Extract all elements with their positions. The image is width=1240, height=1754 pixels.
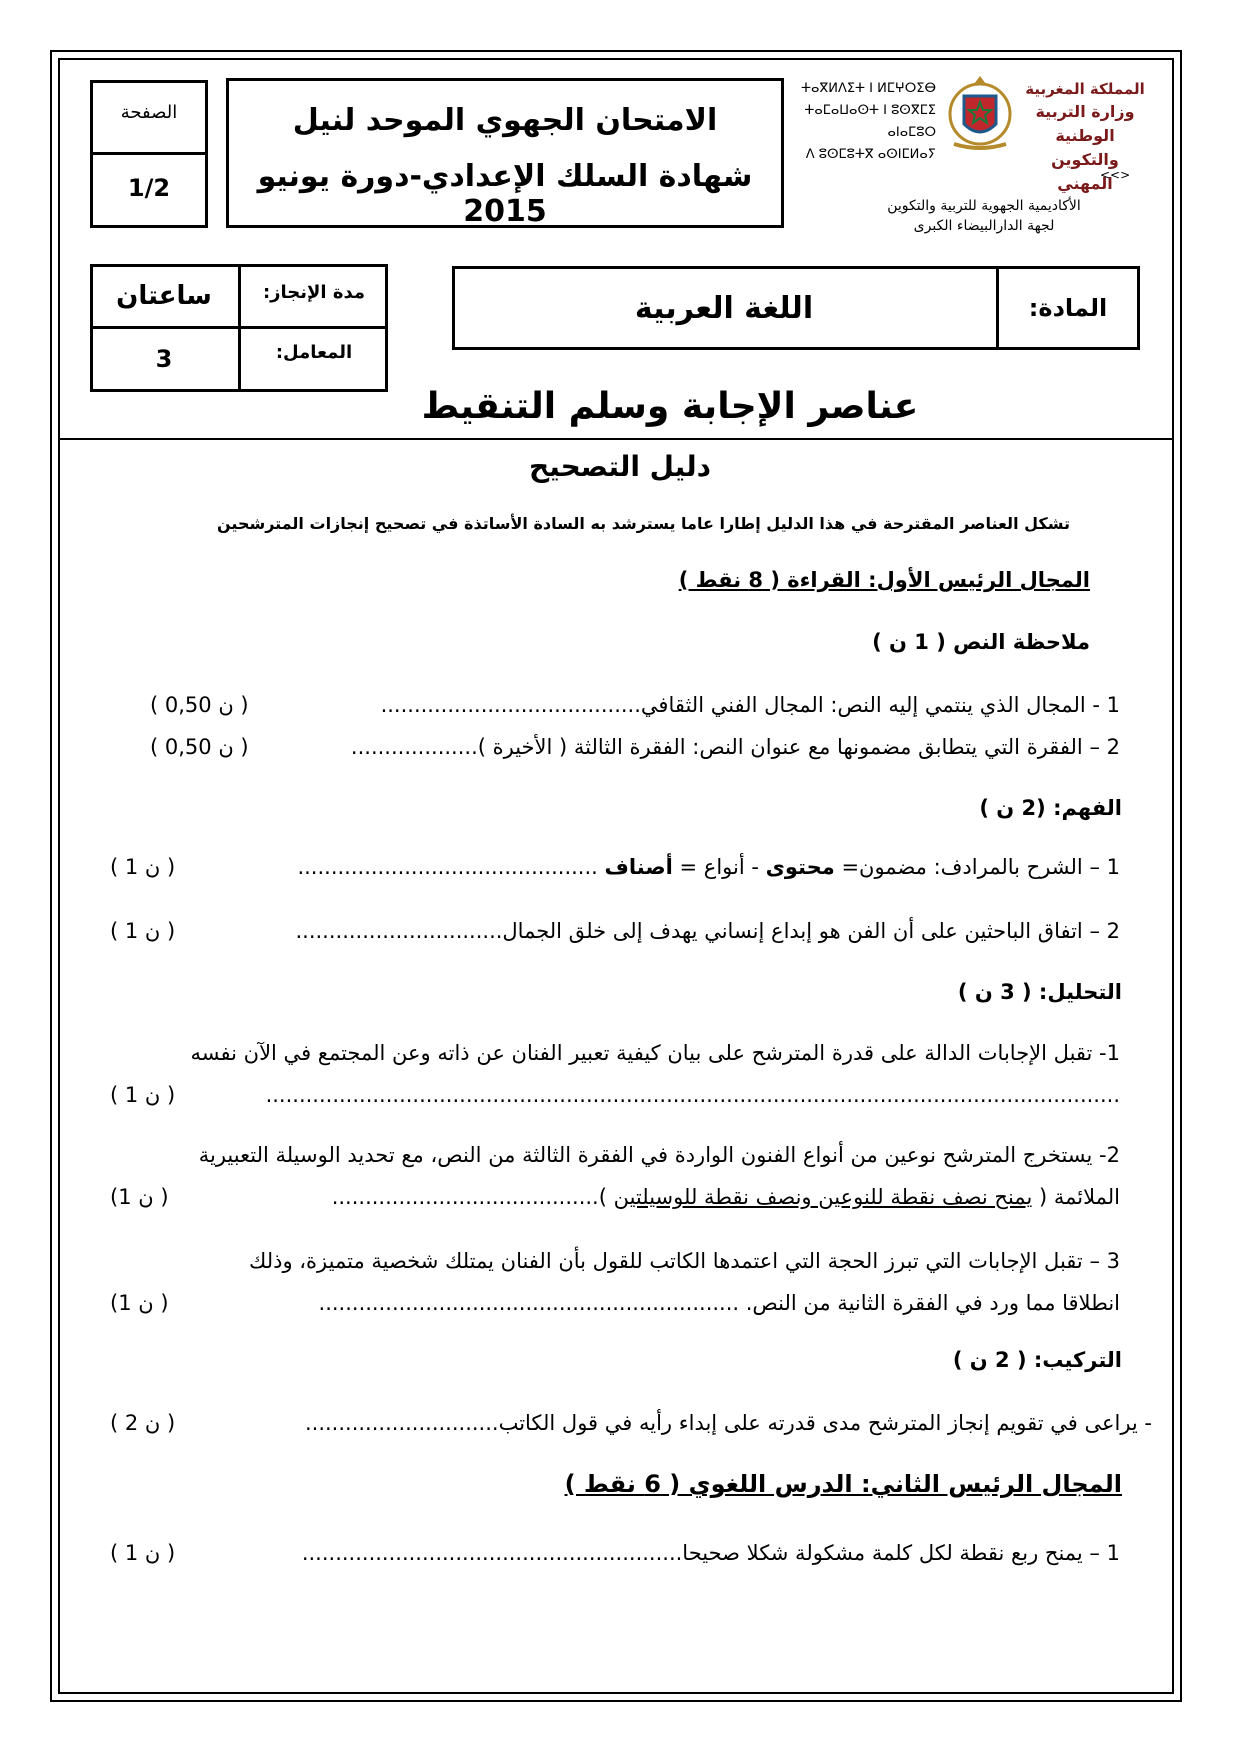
lang-item1 (110, 1538, 1120, 1568)
obs-item2-text: 2 – الفقرة التي يتطابق مضمونها مع عنوان النص: الفقرة الثالثة ( الأخيرة )................... (350, 735, 1120, 759)
ana-item2-text-a: الملائمة ( (1032, 1185, 1120, 1209)
ana-item2-text-b: يمنح نصف نقطة للنوعين ونصف نقطة للوسيلتين (613, 1185, 1033, 1209)
obs-item1-text: 1 - المجال الذي ينتمي إليه النص: المجال الفني الثقافي....................................... (380, 693, 1120, 717)
ana-item2-line2 (110, 1182, 1120, 1212)
ana-item1-line1: 1- تقبل الإجابات الدالة على قدرة المترشح على بيان كيفية تعبير الفنان عن ذاته وعن المجتمع في الآن نفسه (190, 1041, 1120, 1065)
main-title: عناصر الإجابة وسلم التنقيط (421, 385, 919, 427)
guide-title: دليل التصحيح (529, 449, 711, 483)
domain2-title: المجال الرئيس الثاني: الدرس اللغوي ( 6 نقط ) (564, 1470, 1122, 1498)
ana-item1-points: ( 1 ن ) (110, 1083, 176, 1107)
tifinagh-line3: ⴷ ⵓⵙⵎⵓⵜⴳ ⴰⵙⵏⵎⵍⴰⵢ (805, 147, 936, 162)
obs-item2-points: ( 0,50 ن ) (150, 735, 249, 759)
tifinagh-line1: ⵜⴰⴳⵍⴷⵉⵜ ⵏ ⵍⵎⵖⵔⵉⴱ (800, 81, 936, 96)
comp-item1-text-e: ............................................. (297, 855, 605, 879)
subject-label: المادة: (1028, 294, 1108, 322)
comprehension-title: الفهم: (2 ن ) (979, 796, 1122, 820)
ana-item3-points: (1 ن ) (110, 1291, 169, 1315)
coef-label: المعامل: (275, 341, 353, 363)
academy-line1: الأكاديمية الجهوية للتربية والتكوين (887, 198, 1081, 214)
syn-item1-text: - يراعى في تقويم إنجاز المترشح مدى قدرته على إبداء رأيه في قول الكاتب............................. (304, 1411, 1152, 1435)
kingdom-label: المملكة المغربية (1025, 80, 1145, 98)
ana-item3-line1: 3 – تقبل الإجابات التي تبرز الحجة التي اعتمدها الكاتب للقول بأن الفنان يمتلك شخصية متميزة، وذلك (249, 1249, 1120, 1273)
comp-item1-text-a: 1 – الشرح بالمرادف: مضمون= (834, 855, 1120, 879)
academy-text (850, 196, 1118, 236)
ana-item3-text: انطلاقا مما ورد في الفقرة الثانية من النص. ............................................................... (318, 1291, 1120, 1315)
intro-text: تشكل العناصر المقترحة في هذا الدليل إطارا عاما يسترشد به السادة الأساتذة في تصحيح إنجازات المترشحين (217, 514, 1070, 533)
obs-item1-points: ( 0,50 ن ) (150, 693, 249, 717)
comp-item2-text: 2 – اتفاق الباحثين على أن الفن هو إبداع إنساني يهدف إلى خلق الجمال............................... (295, 919, 1120, 943)
comp-item2 (110, 916, 1120, 946)
ana-item2-points: (1 ن ) (110, 1185, 169, 1209)
coef-value: 3 (155, 345, 173, 373)
ministry-line2: والتكوين المهني (1051, 150, 1119, 193)
obs-item1 (150, 690, 1120, 720)
comp-item1-text-d: أصناف (604, 855, 673, 879)
tifinagh-line2: ⵜⴰⵎⴰⵡⴰⵙⵜ ⵏ ⵓⵙⴳⵎⵉ ⴰⵏⴰⵎⵓⵔ (804, 103, 936, 140)
obs-item2 (150, 732, 1120, 762)
exam-title-line2: شهادة السلك الإعدادي-دورة يونيو 2015 (257, 159, 753, 229)
page-label: الصفحة (120, 101, 178, 123)
ana-item3-line2 (110, 1288, 1120, 1318)
ana-item2-text-c: )........................................ (331, 1185, 614, 1209)
duration-label: مدة الإنجاز: (262, 281, 366, 303)
tifinagh-text (796, 78, 936, 166)
comp-item1-text-b: محتوى (765, 855, 835, 879)
analysis-title: التحليل: ( 3 ن ) (957, 980, 1122, 1004)
comp-item1-text-c: - أنواع = (672, 855, 766, 879)
academy-line2: لجهة الدارالبيضاء الكبرى (913, 218, 1055, 234)
exam-title-line1: الامتحان الجهوي الموحد لنيل (292, 102, 718, 138)
syn-item1-points: ( 2 ن ) (110, 1411, 176, 1435)
synthesis-title: التركيب: ( 2 ن ) (952, 1348, 1122, 1372)
duration-value: ساعتان (116, 281, 212, 311)
syn-item1 (110, 1408, 1152, 1438)
subject-value: اللغة العربية (634, 290, 814, 326)
ana-item1-line2 (110, 1080, 1120, 1110)
page-number: 1/2 (127, 174, 171, 202)
coat-of-arms-logo (946, 74, 1014, 152)
comp-item2-points: ( 1 ن ) (110, 919, 176, 943)
lang-item1-points: ( 1 ن ) (110, 1541, 176, 1565)
ministry-line1: وزارة التربية الوطنية (1035, 102, 1135, 145)
small-mark: <<> (1100, 168, 1131, 182)
comp-item1 (110, 852, 1120, 882)
ana-item1-dots: ................................................................................................................................ (265, 1083, 1120, 1107)
ana-item2-line1: 2- يستخرج المترشح نوعين من أنواع الفنون الواردة في الفقرة الثالثة من النص، مع تحديد الوسيلة التعبيرية (198, 1143, 1120, 1167)
header-divider (58, 438, 1174, 440)
domain1-title: المجال الرئيس الأول: القراءة ( 8 نقط ) (678, 568, 1090, 592)
observation-title: ملاحظة النص ( 1 ن ) (872, 630, 1090, 654)
comp-item1-points: ( 1 ن ) (110, 855, 176, 879)
lang-item1-text: 1 – يمنح ربع نقطة لكل كلمة مشكولة شكلا صحيحا......................................................... (301, 1541, 1120, 1565)
